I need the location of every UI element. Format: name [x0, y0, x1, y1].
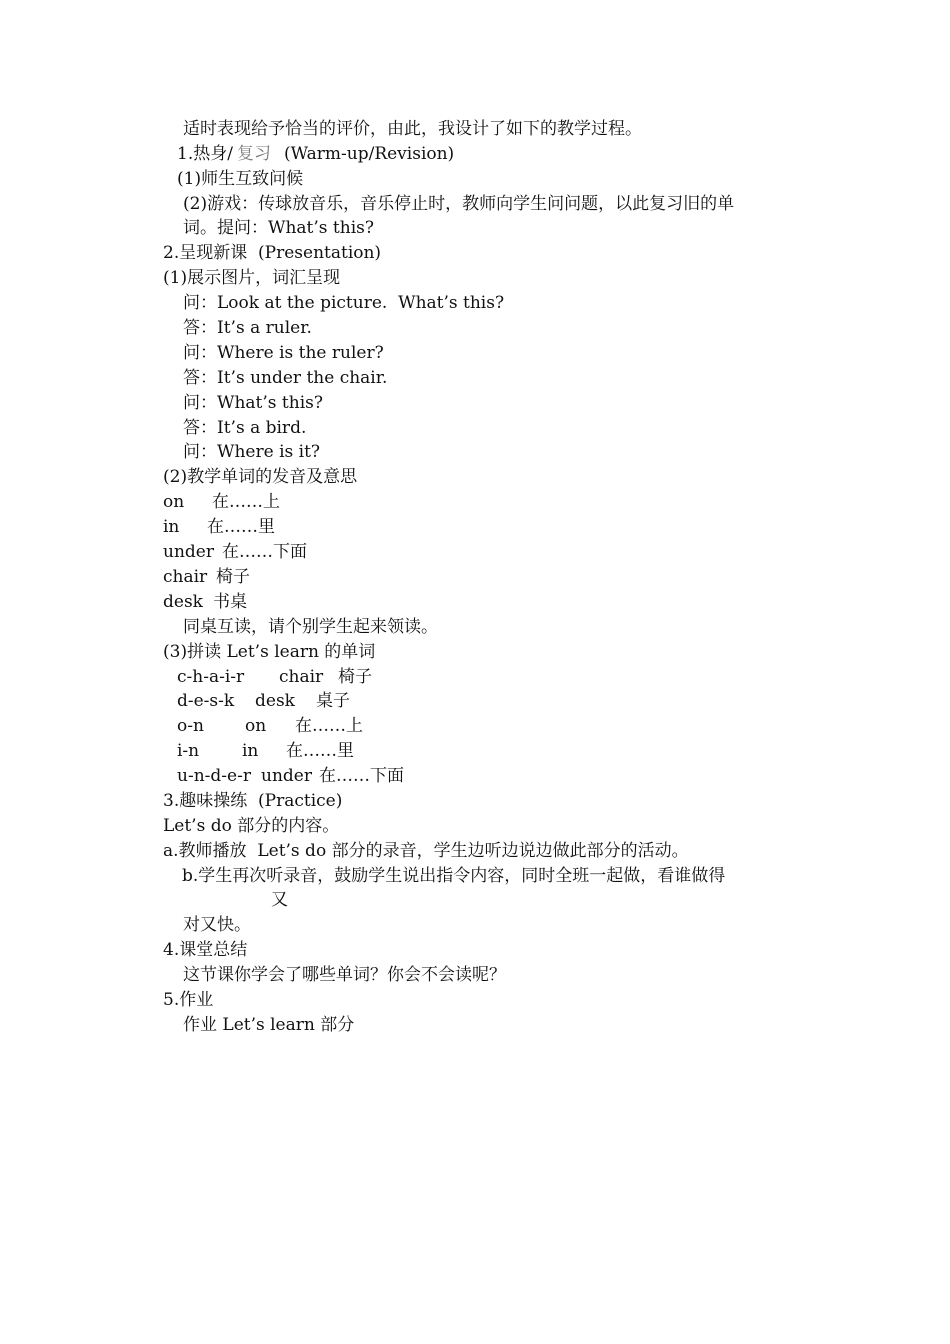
spelling-meaning: 在……里	[286, 741, 354, 761]
dialogue-line: 答：It’s under the chair.	[183, 368, 388, 388]
practice-heading: 3.趣味操练 (Practice)	[163, 791, 343, 811]
warmup-heading-review: 复习	[237, 144, 271, 164]
spelling-heading: (3)拼读 Let’s learn 的单词	[163, 642, 376, 662]
dialogue-line: 问：What’s this?	[183, 393, 323, 413]
vocab-meaning: 在……里	[207, 517, 275, 537]
spelling-letters: d-e-s-k	[177, 691, 235, 711]
vocab-word: chair	[163, 567, 208, 587]
show-pictures: (1)展示图片，词汇呈现	[163, 268, 341, 288]
spelling-meaning: 在……下面	[319, 766, 404, 786]
vocab-word: under	[163, 542, 214, 562]
spelling-word: under	[261, 766, 312, 786]
spelling-meaning: 在……上	[295, 716, 363, 736]
step-game-cont: 词。提问：What’s this?	[183, 218, 374, 238]
practice-step-b: b.学生再次听录音，鼓励学生说出指令内容，同时全班一起做，看谁做得	[182, 866, 726, 886]
summary-question: 这节课你学会了哪些单词？你会不会读呢？	[183, 965, 506, 985]
spelling-letters: u-n-d-e-r	[177, 766, 251, 786]
vocab-meaning: 在……下面	[222, 542, 307, 562]
summary-heading: 4.课堂总结	[163, 940, 248, 960]
spelling-word: on	[245, 716, 267, 736]
spelling-word: in	[242, 741, 259, 761]
spelling-letters: c-h-a-i-r	[177, 667, 245, 687]
vocab-meaning: 在……上	[212, 492, 280, 512]
dialogue-line: 问：Look at the picture. What’s this?	[183, 293, 505, 313]
practice-step-b-cont: 对又快。	[183, 915, 251, 935]
dialogue-line: 问：Where is the ruler?	[183, 343, 384, 363]
spelling-word: chair	[279, 667, 324, 687]
dialogue-line: 答：It’s a ruler.	[183, 318, 312, 338]
vocab-meaning: 书桌	[213, 592, 247, 612]
practice-step-a: a.教师播放 Let’s do 部分的录音，学生边听边说边做此部分的活动。	[163, 841, 689, 861]
intro-line: 适时表现给予恰当的评价，由此，我设计了如下的教学过程。	[183, 119, 642, 139]
spelling-letters: o-n	[177, 716, 204, 736]
step-game: (2)游戏：传球放音乐，音乐停止时，教师向学生问问题，以此复习旧的单	[183, 194, 735, 214]
vocab-word: in	[163, 517, 180, 537]
spelling-word: desk	[255, 691, 295, 711]
homework-content: 作业 Let’s learn 部分	[183, 1015, 355, 1035]
vocab-meaning: 椅子	[216, 567, 250, 587]
spelling-letters: i-n	[177, 741, 200, 761]
warmup-heading-english: (Warm-up/Revision)	[284, 144, 455, 164]
step-greeting: (1)师生互致问候	[177, 169, 304, 189]
warmup-heading-prefix: 1.热身/	[177, 144, 233, 164]
presentation-heading: 2.呈现新课 (Presentation)	[163, 243, 382, 263]
practice-content: Let’s do 部分的内容。	[163, 816, 340, 836]
spelling-meaning: 桌子	[316, 691, 350, 711]
spelling-meaning: 椅子	[338, 667, 372, 687]
pronunciation-heading: (2)教学单词的发音及意思	[163, 467, 358, 487]
pair-reading: 同桌互读，请个别学生起来领读。	[183, 617, 438, 637]
dialogue-line: 问：Where is it?	[183, 442, 321, 462]
vocab-word: desk	[163, 592, 203, 612]
dialogue-line: 答：It’s a bird.	[183, 418, 307, 438]
vocab-word: on	[163, 492, 185, 512]
homework-heading: 5.作业	[163, 990, 214, 1010]
practice-step-b-wrap: 又	[271, 890, 288, 910]
